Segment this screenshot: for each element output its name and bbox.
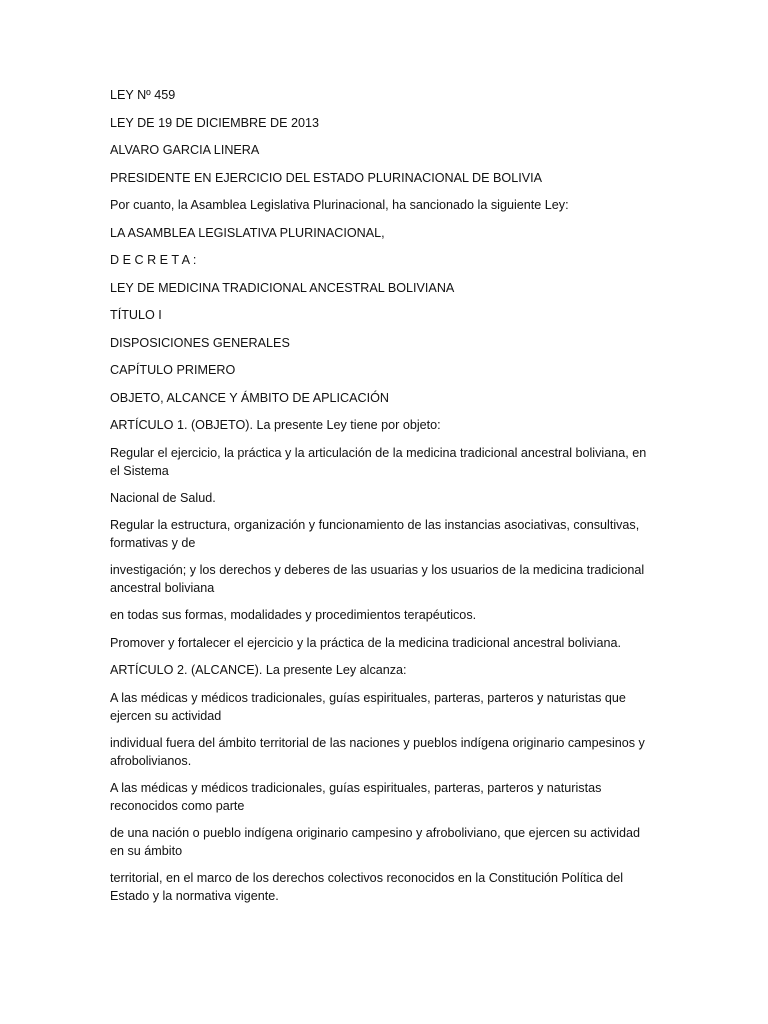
decreta-heading: D E C R E T A : — [110, 253, 197, 267]
article-1-item: Promover y fortalecer el ejercicio y la práctica de la medicina tradicional ancestral boliviana. — [110, 635, 621, 650]
article-2-item: territorial, en el marco de los derechos colectivos reconocidos en la Constitución Política del Estado y la normativa vigente. — [110, 870, 624, 903]
article-1-item: en todas sus formas, modalidades y procedimientos terapéuticos. — [110, 608, 477, 622]
article-2-item: de una nación o pueblo indígena originario campesino y afroboliviano, que ejercen su actividad en su ámbito — [110, 825, 640, 858]
scope-heading: OBJETO, ALCANCE Y ÁMBITO DE APLICACIÓN — [110, 390, 390, 405]
assembly-heading: LA ASAMBLEA LEGISLATIVA PLURINACIONAL, — [110, 225, 385, 240]
law-date: LEY DE 19 DE DICIEMBRE DE 2013 — [110, 115, 320, 130]
article-2-item: individual fuera del ámbito territorial de las naciones y pueblos indígena originario campesinos y afrobolivianos. — [110, 735, 645, 768]
article-2-item: A las médicas y médicos tradicionales, guías espirituales, parteras, parteros y naturistas que ejercen su actividad — [110, 690, 626, 723]
law-title: LEY DE MEDICINA TRADICIONAL ANCESTRAL BOLIVIANA — [110, 280, 455, 295]
general-provisions-heading: DISPOSICIONES GENERALES — [110, 335, 290, 350]
chapter-heading: CAPÍTULO PRIMERO — [110, 363, 236, 377]
article-1-item: Regular la estructura, organización y funcionamiento de las instancias asociativas, consultivas, formativas y de — [110, 518, 640, 550]
article-2: ARTÍCULO 2. (ALCANCE). La presente Ley alcanza: — [110, 663, 407, 677]
document-body — [110, 86, 650, 914]
sanction-statement: Por cuanto, la Asamblea Legislativa Plurinacional, ha sancionado la siguiente Ley: — [110, 198, 569, 212]
article-1-item: Nacional de Salud. — [110, 490, 216, 505]
article-1-item: Regular el ejercicio, la práctica y la articulación de la medicina tradicional ancestral boliviana, en el Sistema — [110, 445, 647, 478]
title-heading: TÍTULO I — [110, 308, 162, 322]
president-name: ALVARO GARCIA LINERA — [110, 143, 260, 157]
article-2-item: A las médicas y médicos tradicionales, guías espirituales, parteras, parteros y naturistas reconocidos como parte — [110, 780, 602, 813]
article-1: ARTÍCULO 1. (OBJETO). La presente Ley tiene por objeto: — [110, 418, 441, 432]
law-number: LEY Nº 459 — [110, 88, 176, 102]
article-1-item: investigación; y los derechos y deberes de las usuarias y los usuarios de la medicina tradicional ancestral boliviana — [110, 563, 645, 595]
president-title: PRESIDENTE EN EJERCICIO DEL ESTADO PLURINACIONAL DE BOLIVIA — [110, 170, 543, 185]
